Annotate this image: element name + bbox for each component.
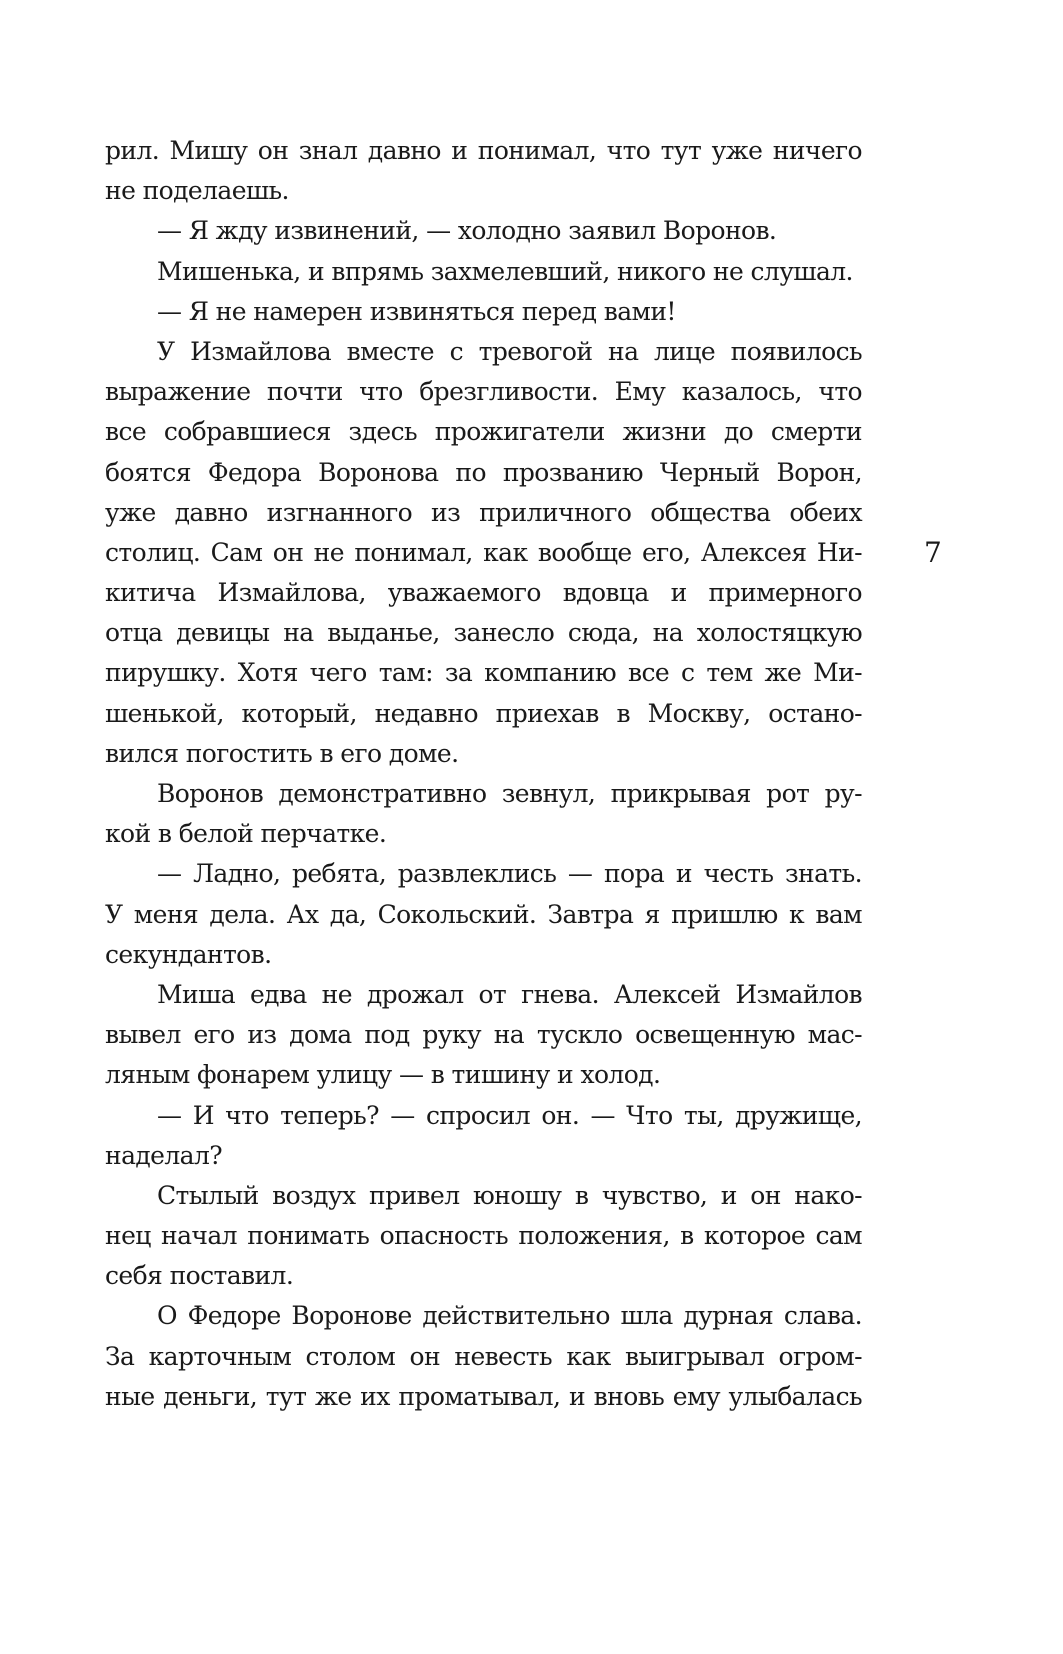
text-line: нец начал понимать опасность положения, в которое сам — [105, 1221, 862, 1251]
text-line: За карточным столом он невесть как выигрывал огром- — [105, 1341, 862, 1371]
text-line: боятся Федора Воронова по прозванию Черный Ворон, — [105, 457, 862, 487]
text-line: выражение почти что брезгливости. Ему казалось, что — [105, 377, 862, 407]
text-line: вился погостить в его доме. — [105, 738, 459, 768]
text-line: — И что теперь? — спросил он. — Что ты, дружище, — [157, 1100, 862, 1130]
page-body-text — [105, 131, 862, 1417]
text-line: секундантов. — [105, 939, 272, 969]
text-line: кой в белой перчатке. — [105, 819, 387, 849]
text-line: Стылый воздух привел юношу в чувство, и он нако- — [157, 1180, 862, 1210]
text-line: рил. Мишу он знал давно и понимал, что тут уже ничего — [105, 136, 862, 165]
text-line: шенькой, который, недавно приехав в Москву, остано- — [105, 698, 862, 728]
text-line: себя поставил. — [105, 1261, 294, 1291]
text-line: — Я не намерен извиняться перед вами! — [157, 296, 676, 326]
text-line: вывел его из дома под руку на тускло освещенную мас- — [105, 1020, 862, 1050]
text-line: Миша едва не дрожал от гнева. Алексей Измайлов — [157, 979, 862, 1009]
text-line: китича Измайлова, уважаемого вдовца и примерного — [105, 578, 862, 608]
text-line: не поделаешь. — [105, 176, 289, 206]
text-line: ные деньги, тут же их проматывал, и вновь ему улыбалась — [105, 1381, 862, 1411]
page-number: 7 — [924, 536, 942, 569]
text-line: — Ладно, ребята, развлеклись — пора и честь знать. — [157, 859, 862, 889]
text-line: пирушку. Хотя чего там: за компанию все с тем же Ми- — [105, 658, 862, 688]
text-line: О Федоре Воронове действительно шла дурная слава. — [157, 1301, 862, 1331]
text-line: ляным фонарем улицу — в тишину и холод. — [105, 1060, 661, 1090]
text-line: — Я жду извинений, — холодно заявил Воронов. — [157, 216, 777, 246]
text-line: уже давно изгнанного из приличного общества обеих — [105, 497, 862, 527]
text-line: У Измайлова вместе с тревогой на лице появилось — [157, 336, 862, 366]
text-line: Мишенька, и впрямь захмелевший, никого не слушал. — [157, 256, 853, 286]
text-line: наделал? — [105, 1140, 223, 1170]
text-line: У меня дела. Ах да, Сокольский. Завтра я пришлю к вам — [105, 899, 862, 929]
text-line: все собравшиеся здесь прожигатели жизни до смерти — [105, 417, 862, 447]
text-line: отца девицы на выданье, занесло сюда, на холостяцкую — [105, 618, 862, 648]
text-line: столиц. Сам он не понимал, как вообще его, Алексея Ни- — [105, 537, 862, 567]
text-line: Воронов демонстративно зевнул, прикрывая рот ру- — [157, 779, 862, 808]
